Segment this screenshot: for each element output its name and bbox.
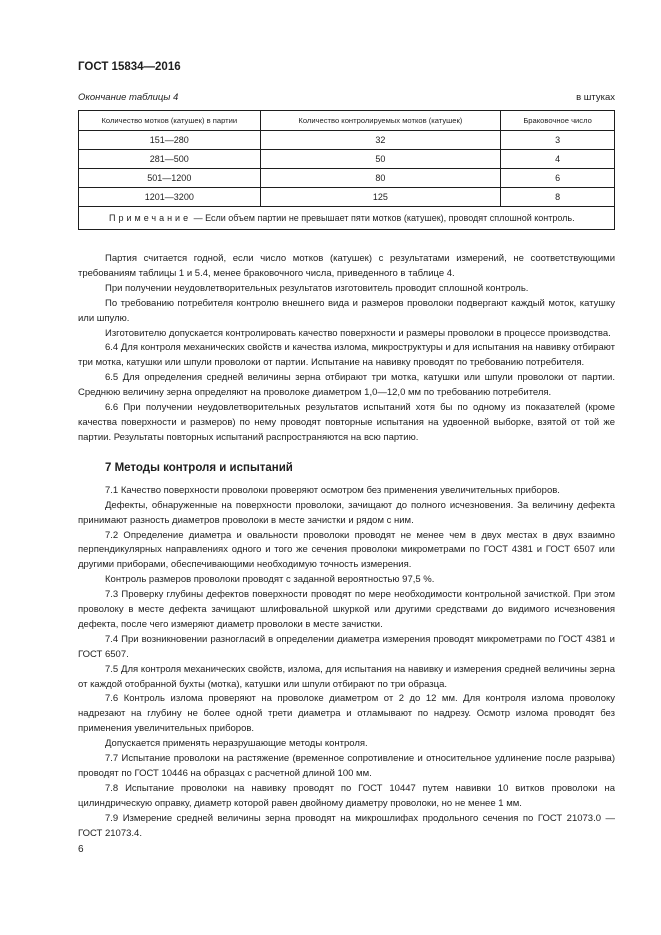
table-row <box>79 131 615 150</box>
table-cell: 1201—3200 <box>79 188 261 207</box>
section-heading: 7 Методы контроля и испытаний <box>105 461 293 474</box>
table-cell: 125 <box>260 188 501 207</box>
table-cell: 4 <box>501 150 615 169</box>
table-cell: 80 <box>260 169 501 188</box>
table-row <box>79 169 615 188</box>
column-header-controlled: Количество контролируемых мотков (катушек) <box>260 111 501 131</box>
paragraph: 6.4 Для контроля механических свойств и качества излома, микроструктуры и для испытания на навивку отбирают три мотка, катушки или шпули проволоки от партии. Испытание на навивку проводят по требованию потребителя. <box>78 342 615 369</box>
document-body <box>78 252 615 842</box>
paragraph: Контроль размеров проволоки проводят с заданной вероятностью 97,5 %. <box>105 574 435 586</box>
paragraph: Допускается применять неразрушающие методы контроля. <box>105 738 368 750</box>
table-units: в штуках <box>576 92 615 103</box>
table-note-row <box>79 207 615 230</box>
table-cell: 281—500 <box>79 150 261 169</box>
document-header: ГОСТ 15834—2016 <box>78 61 181 73</box>
paragraph: 7.3 Проверку глубины дефектов поверхности проводят по мере необходимости контрольной зачисткой. При этом проволоку в месте дефекта зачищают шлифовальной шкуркой или другими средствами до видимого исчезновения дефекта, после чего измеряют диаметр проволоки в месте зачистки. <box>78 589 615 630</box>
table-header-row <box>79 111 615 131</box>
paragraph: 7.9 Измерение средней величины зерна проводят на микрошлифах продольного сечения по ГОСТ 21073.0 — ГОСТ 21073.4. <box>78 812 615 839</box>
paragraph: 6.5 Для определения средней величины зерна отбирают три мотка, катушки или шпули проволоки от партии. Среднюю величину зерна определяют на проволоке диаметром 1,0—12,0 мм по требованию потребителя. <box>78 372 615 399</box>
paragraph: 7.5 Для контроля механических свойств, излома, для испытания на навивку и измерения средней величины зерна от каждой отобранной бухты (мотка), катушки или шпули отбирают по три образца. <box>78 663 615 690</box>
table-cell: 6 <box>501 169 615 188</box>
table-note <box>79 207 615 230</box>
table-cell: 151—280 <box>79 131 261 150</box>
paragraph: 7.2 Определение диаметра и овальности проволоки проводят не менее чем в двух местах в двух взаимно перпендикулярных направлениях одного и того же сечения проволоки микрометрами по ГОСТ 4381 и ГОСТ 6507 или другими приборами, обеспечивающими необходимую точность измерения. <box>78 529 615 571</box>
table-cell: 501—1200 <box>79 169 261 188</box>
paragraph: 7.6 Контроль излома проверяют на проволоке диаметром от 2 до 12 мм. Для контроля излома проволоку надрезают на глубину не более одной трети диаметра и отламывают по надрезу. Осмотр излома проводят без применения увеличительных приборов. <box>78 693 615 735</box>
table-4 <box>78 110 615 230</box>
table-caption-row <box>78 92 615 103</box>
table-cell: 50 <box>260 150 501 169</box>
table-row <box>79 150 615 169</box>
table-cell: 32 <box>260 131 501 150</box>
paragraph: 7.1 Качество поверхности проволоки проверяют осмотром без применения увеличительных приборов. <box>105 484 560 496</box>
paragraph: 7.8 Испытание проволоки на навивку проводят по ГОСТ 10447 путем навивки 10 витков проволоки на цилиндрическую оправку, диаметр которой равен двойному диаметру проволоки, но не менее 1 мм. <box>78 782 615 809</box>
paragraph: Изготовителю допускается контролировать качество поверхности и размеры проволоки в процессе производства. <box>105 327 611 339</box>
paragraph: Дефекты, обнаруженные на поверхности проволоки, зачищают до полного исчезновения. За величину дефекта принимают разность диаметров проволоки в месте зачистки и рядом с ним. <box>78 499 615 526</box>
table-row <box>79 188 615 207</box>
paragraph: 6.6 При получении неудовлетворительных результатов испытаний хотя бы по одному из показателей (кроме качества поверхности и размеров) по нему проводят повторные испытания на удвоенной выборке, взятой от той же партии. Результаты повторных испытаний распространяются на всю партию. <box>78 402 615 443</box>
page-number: 6 <box>78 844 84 855</box>
note-text: — Если объем партии не превышает пяти мотков (катушек), проводят сплошной контроль. <box>191 213 575 223</box>
column-header-reject-number: Браковочное число <box>501 111 615 131</box>
paragraph: По требованию потребителя контролю внешнего вида и размеров проволоки подвергают каждый моток, катушку или шпулю. <box>78 297 615 324</box>
table-caption: Окончание таблицы 4 <box>78 92 179 103</box>
paragraph: При получении неудовлетворительных результатов изготовитель проводит сплошной контроль. <box>105 282 529 294</box>
column-header-lots: Количество мотков (катушек) в партии <box>79 111 261 131</box>
paragraph: 7.4 При возникновении разногласий в определении диаметра измерения проводят микрометрами по ГОСТ 4381 и ГОСТ 6507. <box>78 633 615 660</box>
note-label: Примечание <box>109 213 192 223</box>
table-cell: 8 <box>501 188 615 207</box>
paragraph: 7.7 Испытание проволоки на растяжение (временное сопротивление и относительное удлинение после разрыва) проводят по ГОСТ 10446 на образцах с расчетной длиной 100 мм. <box>78 753 615 779</box>
paragraph: Партия считается годной, если число мотков (катушек) с результатами измерений, не соответствующими требованиям таблицы 1 и 5.4, менее браковочного числа, приведенного в таблице 4. <box>78 253 615 279</box>
table-cell: 3 <box>501 131 615 150</box>
